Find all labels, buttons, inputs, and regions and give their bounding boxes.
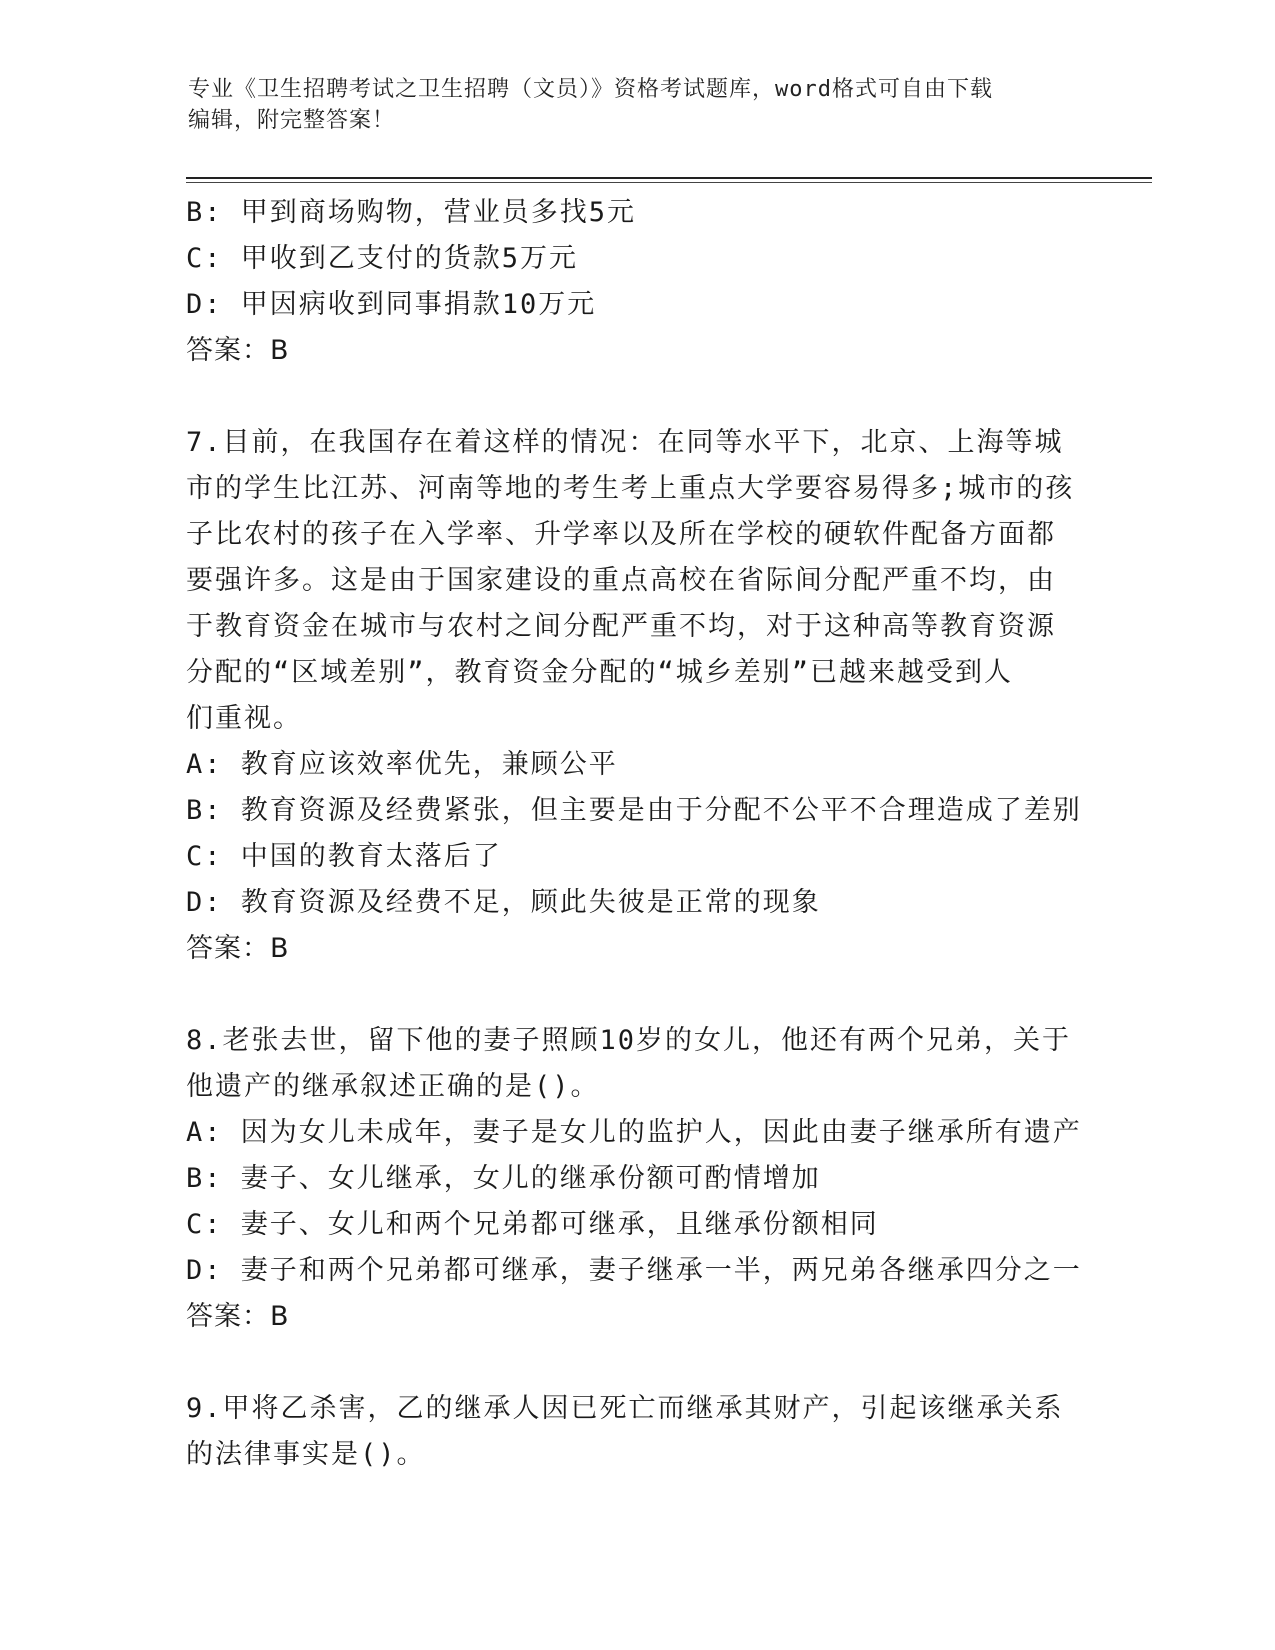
answer: 答案：B (186, 335, 290, 366)
question-stem-line: 要强许多。这是由于国家建设的重点高校在省际间分配严重不均，由 (186, 565, 1056, 596)
option-b: B: 甲到商场购物，营业员多找5元 (186, 197, 637, 228)
question-stem-line: 的法律事实是()。 (186, 1439, 426, 1470)
question-9 (186, 1386, 1086, 1478)
question-stem-line: 市的学生比江苏、河南等地的考生考上重点大学要容易得多;城市的孩 (186, 473, 1075, 504)
question-stem-line: 他遗产的继承叙述正确的是()。 (186, 1071, 600, 1102)
header-rule-thick (186, 177, 1152, 179)
question-stem-line: 7.目前，在我国存在着这样的情况：在同等水平下，北京、上海等城 (186, 427, 1064, 458)
question-stem-line: 们重视。 (186, 703, 302, 734)
answer: 答案：B (186, 933, 290, 964)
page-header (188, 74, 1068, 136)
option-c: C: 甲收到乙支付的货款5万元 (186, 243, 579, 274)
option-d: D: 妻子和两个兄弟都可继承，妻子继承一半，两兄弟各继承四分之一 (186, 1255, 1082, 1286)
option-b: B: 妻子、女儿继承，女儿的继承份额可酌情增加 (186, 1163, 821, 1194)
option-c: C: 中国的教育太落后了 (186, 841, 502, 872)
option-d: D: 教育资源及经费不足，顾此失彼是正常的现象 (186, 887, 821, 918)
question-stem-line: 于教育资金在城市与农村之间分配严重不均，对于这种高等教育资源 (186, 611, 1056, 642)
question-stem-line: 子比农村的孩子在入学率、升学率以及所在学校的硬软件配备方面都 (186, 519, 1056, 550)
question-stem-line: 8.老张去世，留下他的妻子照顾10岁的女儿，他还有两个兄弟，关于 (186, 1025, 1072, 1056)
header-line-2: 编辑，附完整答案！ (188, 108, 396, 133)
question-stem-line: 9.甲将乙杀害，乙的继承人因已死亡而继承其财产，引起该继承关系 (186, 1393, 1064, 1424)
option-a: A: 教育应该效率优先，兼顾公平 (186, 749, 618, 780)
question-stem-line: 分配的“区域差别”，教育资金分配的“城乡差别”已越来越受到人 (186, 657, 1014, 688)
question-list (186, 190, 1086, 1478)
option-b: B: 教育资源及经费紧张，但主要是由于分配不公平不合理造成了差别 (186, 795, 1082, 826)
header-line-1: 专业《卫生招聘考试之卫生招聘（文员）》资格考试题库，word格式可自由下载 (188, 77, 993, 102)
question-7 (186, 420, 1086, 972)
spacer (186, 1340, 1086, 1386)
answer: 答案：B (186, 1301, 290, 1332)
spacer (186, 374, 1086, 420)
header-rule-thin (186, 182, 1152, 183)
option-c: C: 妻子、女儿和两个兄弟都可继承，且继承份额相同 (186, 1209, 879, 1240)
option-a: A: 因为女儿未成年，妻子是女儿的监护人，因此由妻子继承所有遗产 (186, 1117, 1082, 1148)
question-6 (186, 190, 1086, 374)
spacer (186, 972, 1086, 1018)
question-8 (186, 1018, 1086, 1340)
option-d: D: 甲因病收到同事捐款10万元 (186, 289, 597, 320)
